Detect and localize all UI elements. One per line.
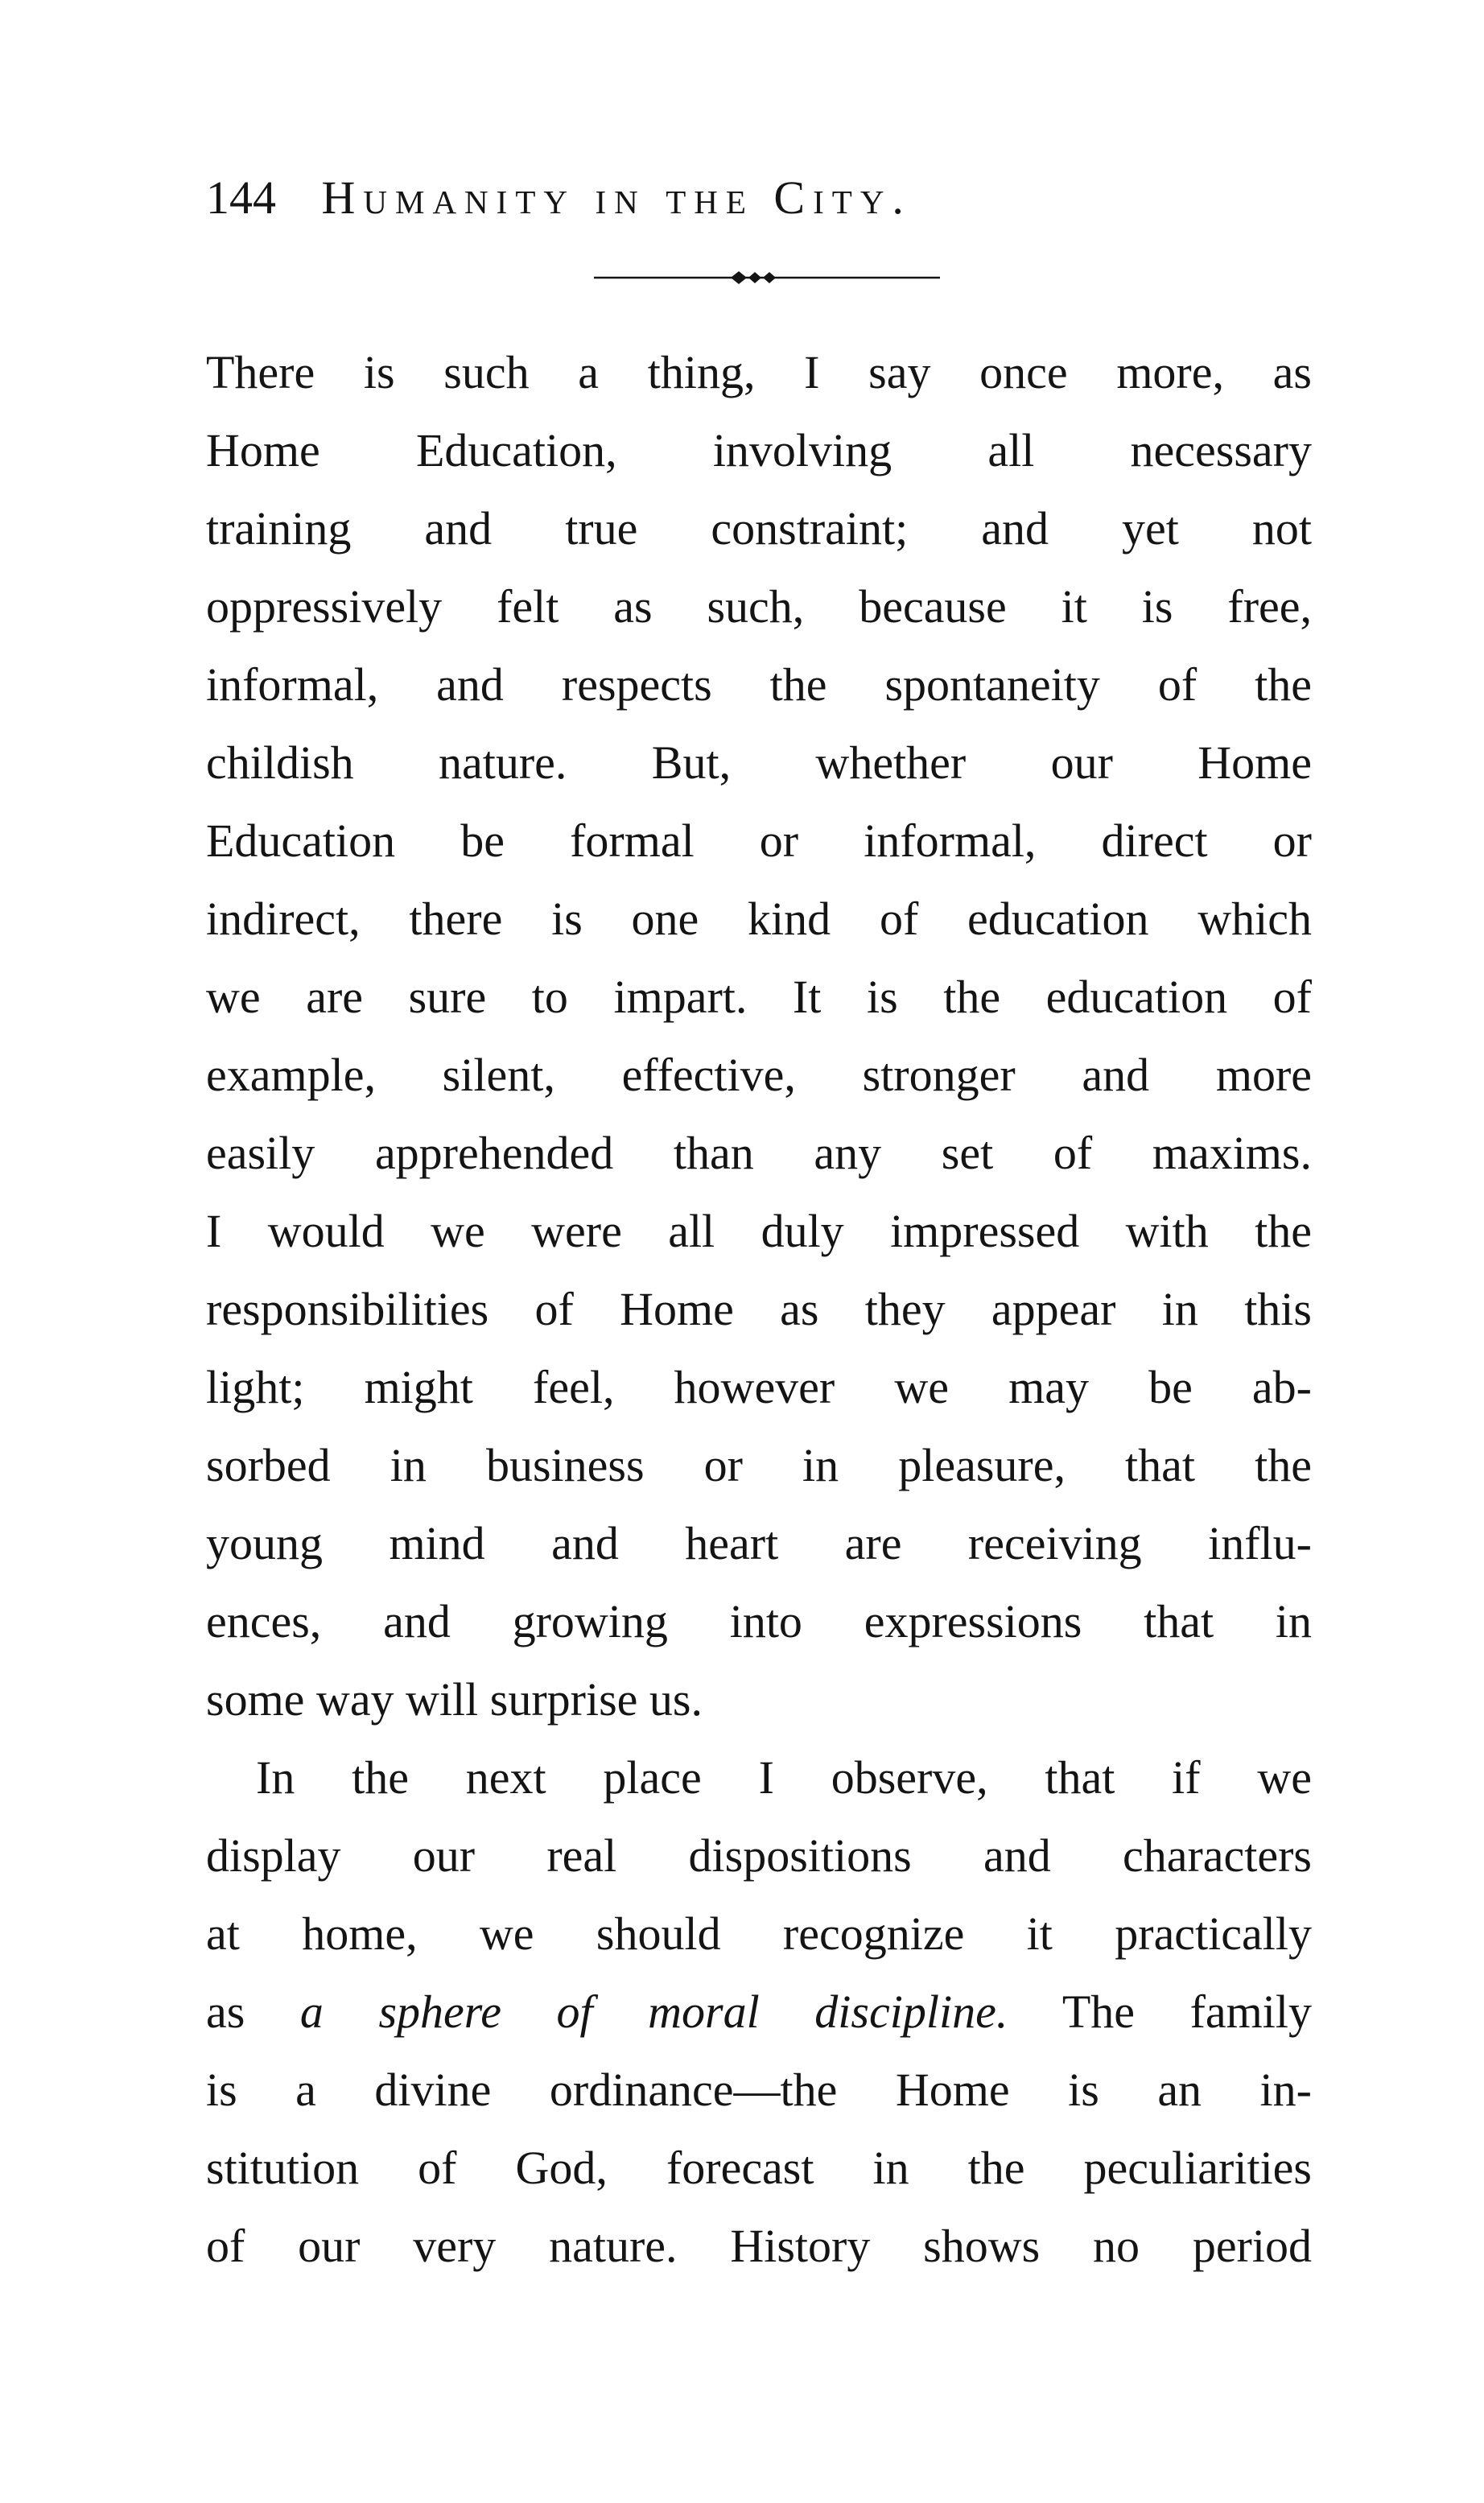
- text-line: responsibilities of Home as they appear in this: [206, 1283, 1312, 1335]
- page-number: 144: [206, 171, 276, 224]
- divider-ornament-icon: [594, 266, 940, 290]
- text-line-with-emphasis: [206, 1973, 1312, 2051]
- text-line: easily apprehended than any set of maxims.: [206, 1127, 1312, 1179]
- text-line: display our real dispositions and characters: [206, 1829, 1312, 1882]
- emphasis-phrase: a sphere of moral discipline.: [299, 1985, 1008, 2038]
- text-line: some way will surprise us.: [206, 1673, 703, 1726]
- paragraph-1: [206, 333, 1312, 1738]
- text-line: indirect, there is one kind of education which: [206, 893, 1312, 945]
- running-header: [206, 166, 1333, 230]
- text-line: light; might feel, however we may be ab-: [206, 1361, 1312, 1413]
- text-line: oppressively felt as such, because it is free,: [206, 580, 1312, 633]
- text-line: stitution of God, forecast in the peculiarities: [206, 2142, 1312, 2194]
- text-segment: The family: [1008, 1985, 1312, 2038]
- text-line: sorbed in business or in pleasure, that the: [206, 1439, 1312, 1491]
- text-line: ences, and growing into expressions that in: [206, 1595, 1312, 1647]
- text-line: In the next place I observe, that if we: [256, 1751, 1312, 1804]
- text-line: we are sure to impart. It is the education of: [206, 971, 1312, 1023]
- text-segment: as: [206, 1985, 300, 2038]
- text-line: There is such a thing, I say once more, as: [206, 346, 1312, 398]
- text-line: childish nature. But, whether our Home: [206, 736, 1312, 789]
- body-text: [206, 333, 1312, 2285]
- text-line: training and true constraint; and yet not: [206, 502, 1312, 555]
- text-line: Home Education, involving all necessary: [206, 424, 1312, 476]
- text-line: I would we were all duly impressed with the: [206, 1205, 1312, 1257]
- text-line: example, silent, effective, stronger and more: [206, 1049, 1312, 1101]
- text-line: informal, and respects the spontaneity of the: [206, 658, 1312, 711]
- paragraph-2: [206, 1738, 1312, 2285]
- text-line: at home, we should recognize it practically: [206, 1907, 1312, 1960]
- running-title: Humanity in the City.: [321, 171, 912, 224]
- text-line: Education be formal or informal, direct or: [206, 814, 1312, 867]
- text-line: of our very nature. History shows no period: [206, 2220, 1312, 2272]
- text-line: young mind and heart are receiving influ-: [206, 1517, 1312, 1569]
- text-line: is a divine ordinance—the Home is an in-: [206, 2064, 1312, 2116]
